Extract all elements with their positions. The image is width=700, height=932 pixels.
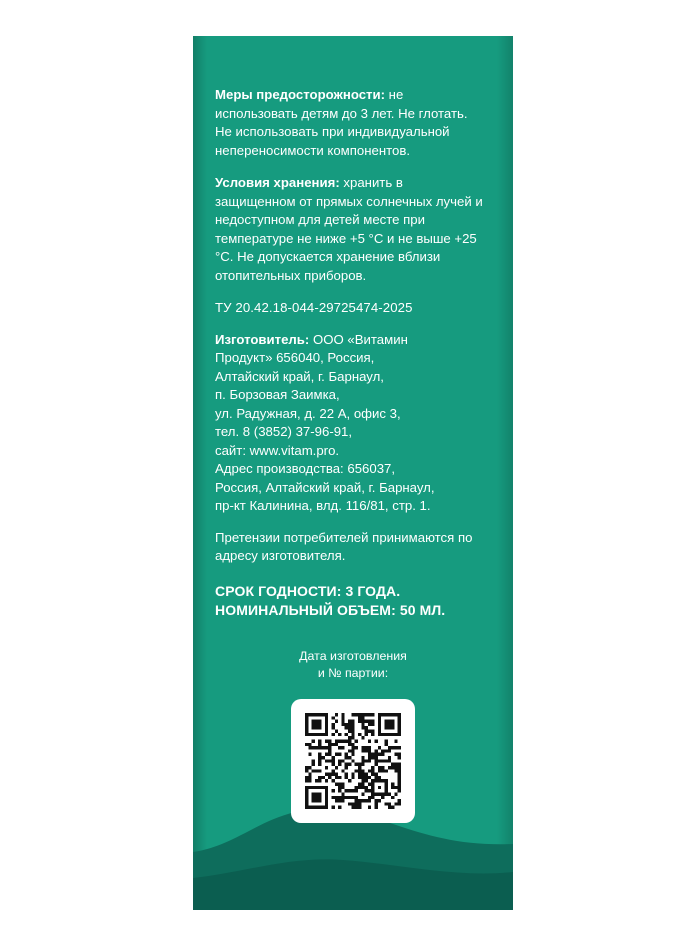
manufacturer-line-3: Алтайский край, г. Барнаул, — [215, 368, 384, 384]
manufacturer-line-1: ООО «Витамин — [309, 331, 408, 347]
manufacturer-line-7: сайт: www.vitam.pro. — [215, 442, 340, 458]
manufacturer-line-9: Россия, Алтайский край, г. Барнаул, — [215, 479, 435, 495]
manufacturer-paragraph — [215, 331, 485, 516]
manufacturer-line-2: Продукт» 656040, Россия, — [215, 350, 375, 365]
tu-code: ТУ 20.42.18-044-29725474-2025 — [215, 300, 413, 315]
date-batch-label — [193, 648, 513, 682]
shelf-life: СРОК ГОДНОСТИ: 3 ГОДА. — [215, 582, 401, 599]
manufacturer-label: Изготовитель: — [215, 331, 310, 347]
claims-paragraph: Претензии потребителей принимаются по адресу изготовителя. — [215, 529, 473, 563]
date-label-line-1: Дата изготовления — [299, 649, 407, 663]
storage-text: хранить в защищенном от прямых солнечных лучей и недоступном для детей месте при температуре не ниже +5 °C и не выше +25 °C. Не допускается хранение вблизи отопительных приборов. — [215, 175, 483, 283]
storage-paragraph — [215, 174, 485, 285]
storage-label: Условия хранения: — [215, 175, 340, 190]
manufacturer-line-8: Адрес производства: 656037, — [215, 461, 396, 476]
precautions-paragraph — [215, 86, 485, 160]
qr-code-canvas — [305, 713, 401, 809]
manufacturer-line-6: тел. 8 (3852) 37-96-91, — [215, 424, 353, 439]
package-text-block — [215, 86, 485, 620]
qr-code — [291, 699, 415, 823]
nominal-volume: НОМИНАЛЬНЫЙ ОБЪЕМ: 50 МЛ. — [215, 601, 446, 618]
date-label-line-2: и № партии: — [317, 666, 389, 680]
product-package — [193, 36, 513, 910]
precautions-label: Меры предосторожности: — [215, 87, 386, 102]
manufacturer-line-4: п. Борзовая Заимка, — [215, 387, 340, 402]
precautions-text: не использовать детям до 3 лет. Не глотать. Не использовать при индивидуальной непереносимости компонентов. — [215, 87, 468, 158]
manufacturer-line-5: ул. Радужная, д. 22 А, офис 3, — [215, 405, 401, 421]
manufacturer-line-10: пр-кт Калинина, влд. 116/81, стр. 1. — [215, 498, 431, 513]
